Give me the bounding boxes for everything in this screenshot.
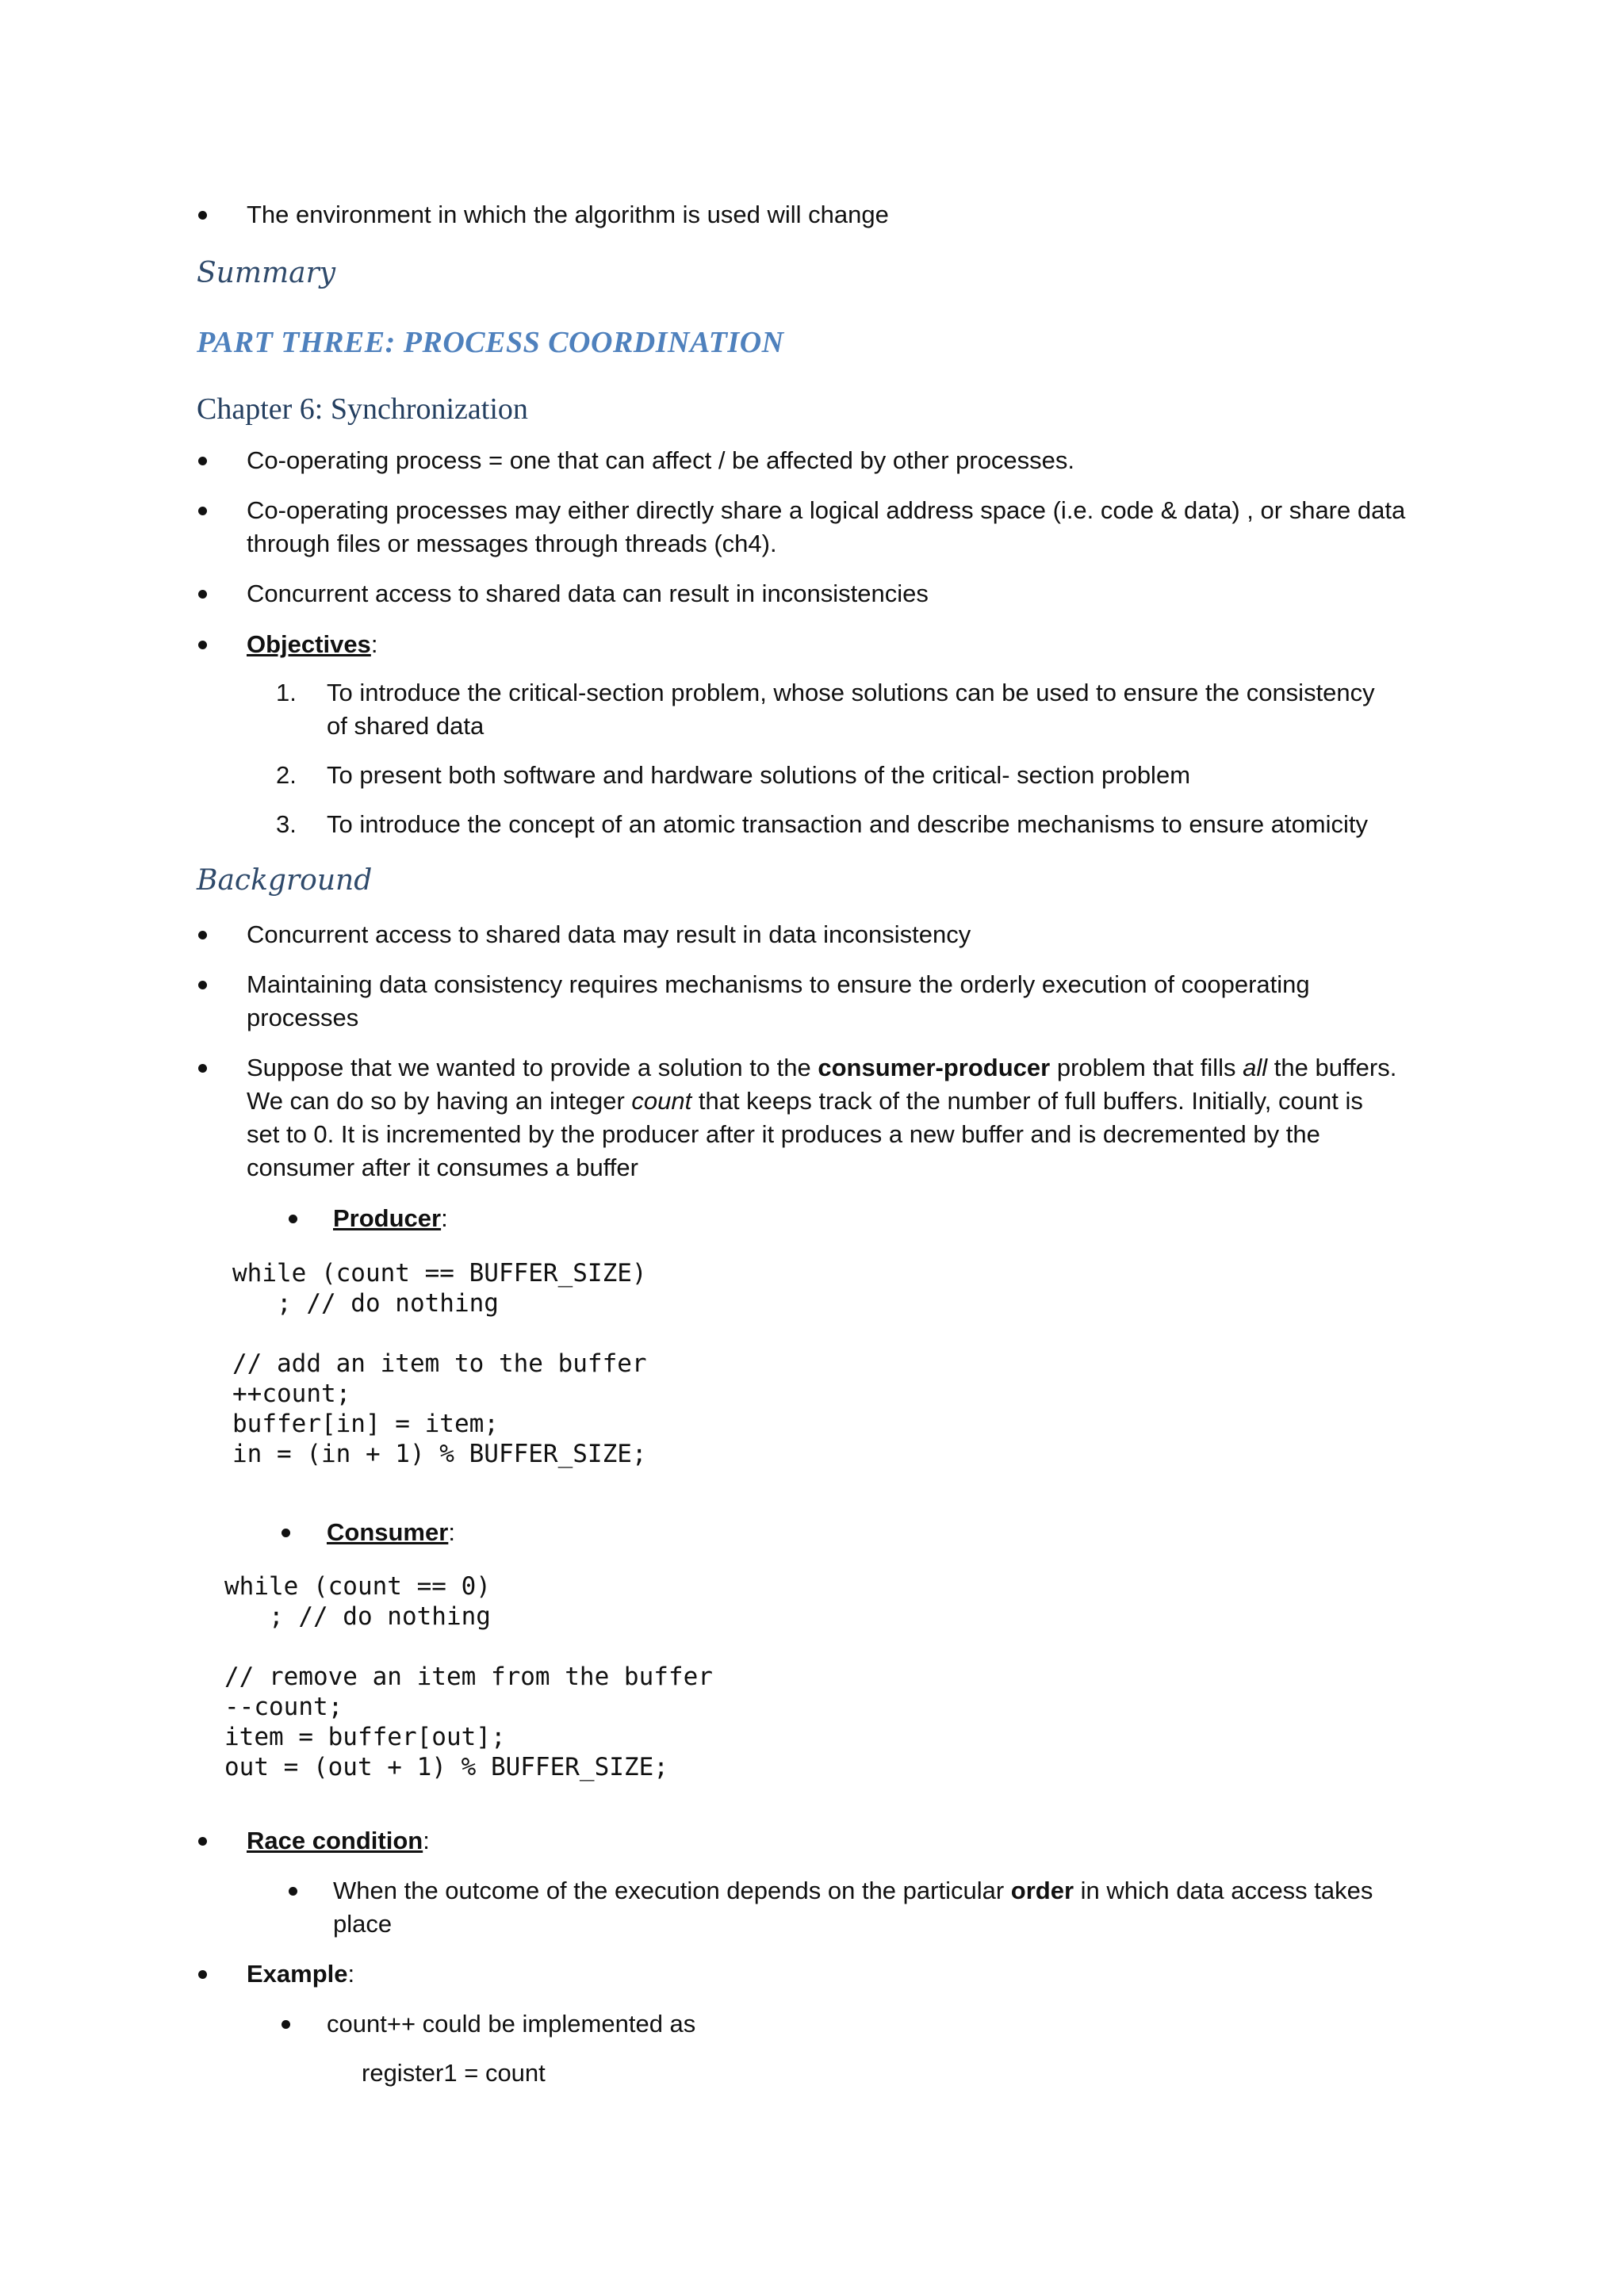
colon: : <box>441 1204 448 1232</box>
consumer-label <box>327 1516 455 1549</box>
bullet-text: Co-operating processes may either directly share a logical address space (i.e. code & data) , or share data <box>247 496 1406 524</box>
race-condition-label-text: Race condition <box>247 1827 423 1854</box>
bullet-icon <box>198 641 207 649</box>
bullet-icon <box>198 981 207 989</box>
bullet-icon <box>198 1970 207 1979</box>
bullet-icon <box>198 507 207 515</box>
text-run: We can do so by having an integer <box>247 1087 632 1115</box>
bullet-text: Co-operating process = one that can affect / be affected by other processes. <box>247 446 1075 474</box>
text-run: Suppose that we wanted to provide a solution to the <box>247 1054 818 1081</box>
bullet-icon <box>282 2020 290 2029</box>
bullet-text: Maintaining data consistency requires mechanisms to ensure the orderly execution of cooperating <box>247 970 1310 998</box>
bullet-text <box>333 1874 1373 1908</box>
objectives-label-text: Objectives <box>247 630 371 658</box>
colon: : <box>370 630 378 658</box>
bullet-icon <box>198 457 207 465</box>
text-bold: order <box>1010 1877 1074 1904</box>
code-line: register1 = count <box>362 2059 546 2087</box>
bullet-text: count++ could be implemented as <box>327 2010 696 2038</box>
colon: : <box>347 1960 355 1988</box>
bullet-text-cont <box>247 1085 1363 1118</box>
race-condition-label <box>247 1824 430 1858</box>
bullet-text-cont: place <box>333 1910 393 1938</box>
example-label-text: Example <box>247 1960 348 1988</box>
list-item: To present both software and hardware solutions of the critical- section problem <box>327 761 1191 789</box>
text-run: the buffers. <box>1267 1054 1397 1081</box>
text-bold: consumer-producer <box>818 1054 1051 1081</box>
heading-summary: Summary <box>197 257 336 289</box>
objectives-label <box>247 628 377 661</box>
bullet-icon <box>289 1215 297 1223</box>
list-item: To introduce the concept of an atomic transaction and describe mechanisms to ensure atomicity <box>327 810 1369 838</box>
bullet-text-cont: set to 0. It is incremented by the producer after it produces a new buffer and is decremented by the <box>247 1120 1320 1148</box>
bullet-icon <box>198 1837 207 1846</box>
text-run: that keeps track of the number of full buffers. Initially, count is <box>691 1087 1363 1115</box>
text-run: problem that fills <box>1050 1054 1243 1081</box>
list-number: 1. <box>276 679 297 706</box>
text-run: When the outcome of the execution depends on the particular <box>333 1877 1011 1904</box>
list-item: To introduce the critical-section problem, whose solutions can be used to ensure the consistency <box>327 679 1375 706</box>
colon: : <box>448 1518 455 1546</box>
bullet-text: Concurrent access to shared data can result in inconsistencies <box>247 580 929 607</box>
list-item-cont: of shared data <box>327 712 485 740</box>
consumer-label-text: Consumer <box>327 1518 449 1546</box>
bullet-icon <box>198 590 207 599</box>
list-number: 3. <box>276 810 297 838</box>
text-italic: count <box>631 1087 692 1115</box>
bullet-icon <box>198 1064 207 1073</box>
example-label <box>247 1957 354 1991</box>
bullet-icon <box>282 1529 290 1537</box>
text-italic: all <box>1243 1054 1268 1081</box>
bullet-text-cont: consumer after it consumes a buffer <box>247 1154 638 1181</box>
consumer-code-block: while (count == 0) ; // do nothing // remove an item from the buffer --count; item = buffer[out]; out = (out + 1) % BUFFER_SIZE; <box>224 1572 713 1781</box>
producer-code-block: while (count == BUFFER_SIZE) ; // do nothing // add an item to the buffer ++count; buffer[in] = item; in = (in + 1) % BUFFER_SIZE; <box>232 1259 647 1468</box>
bullet-text <box>247 1051 1396 1085</box>
heading-background: Background <box>197 864 373 897</box>
bullet-icon <box>198 211 207 220</box>
colon: : <box>423 1827 430 1854</box>
bullet-text: Concurrent access to shared data may result in data inconsistency <box>247 920 971 948</box>
bullet-text-cont: processes <box>247 1004 359 1031</box>
bullet-icon <box>289 1887 297 1896</box>
bullet-icon <box>198 931 207 939</box>
bullet-text-cont: through files or messages through threads (ch4). <box>247 530 777 557</box>
text-run: in which data access takes <box>1074 1877 1373 1904</box>
bullet-text: The environment in which the algorithm is used will change <box>247 201 889 228</box>
heading-part-three: PART THREE: PROCESS COORDINATION <box>197 326 784 359</box>
producer-label <box>333 1202 448 1235</box>
heading-chapter: Chapter 6: Synchronization <box>197 392 528 426</box>
producer-label-text: Producer <box>333 1204 442 1232</box>
list-number: 2. <box>276 761 297 789</box>
